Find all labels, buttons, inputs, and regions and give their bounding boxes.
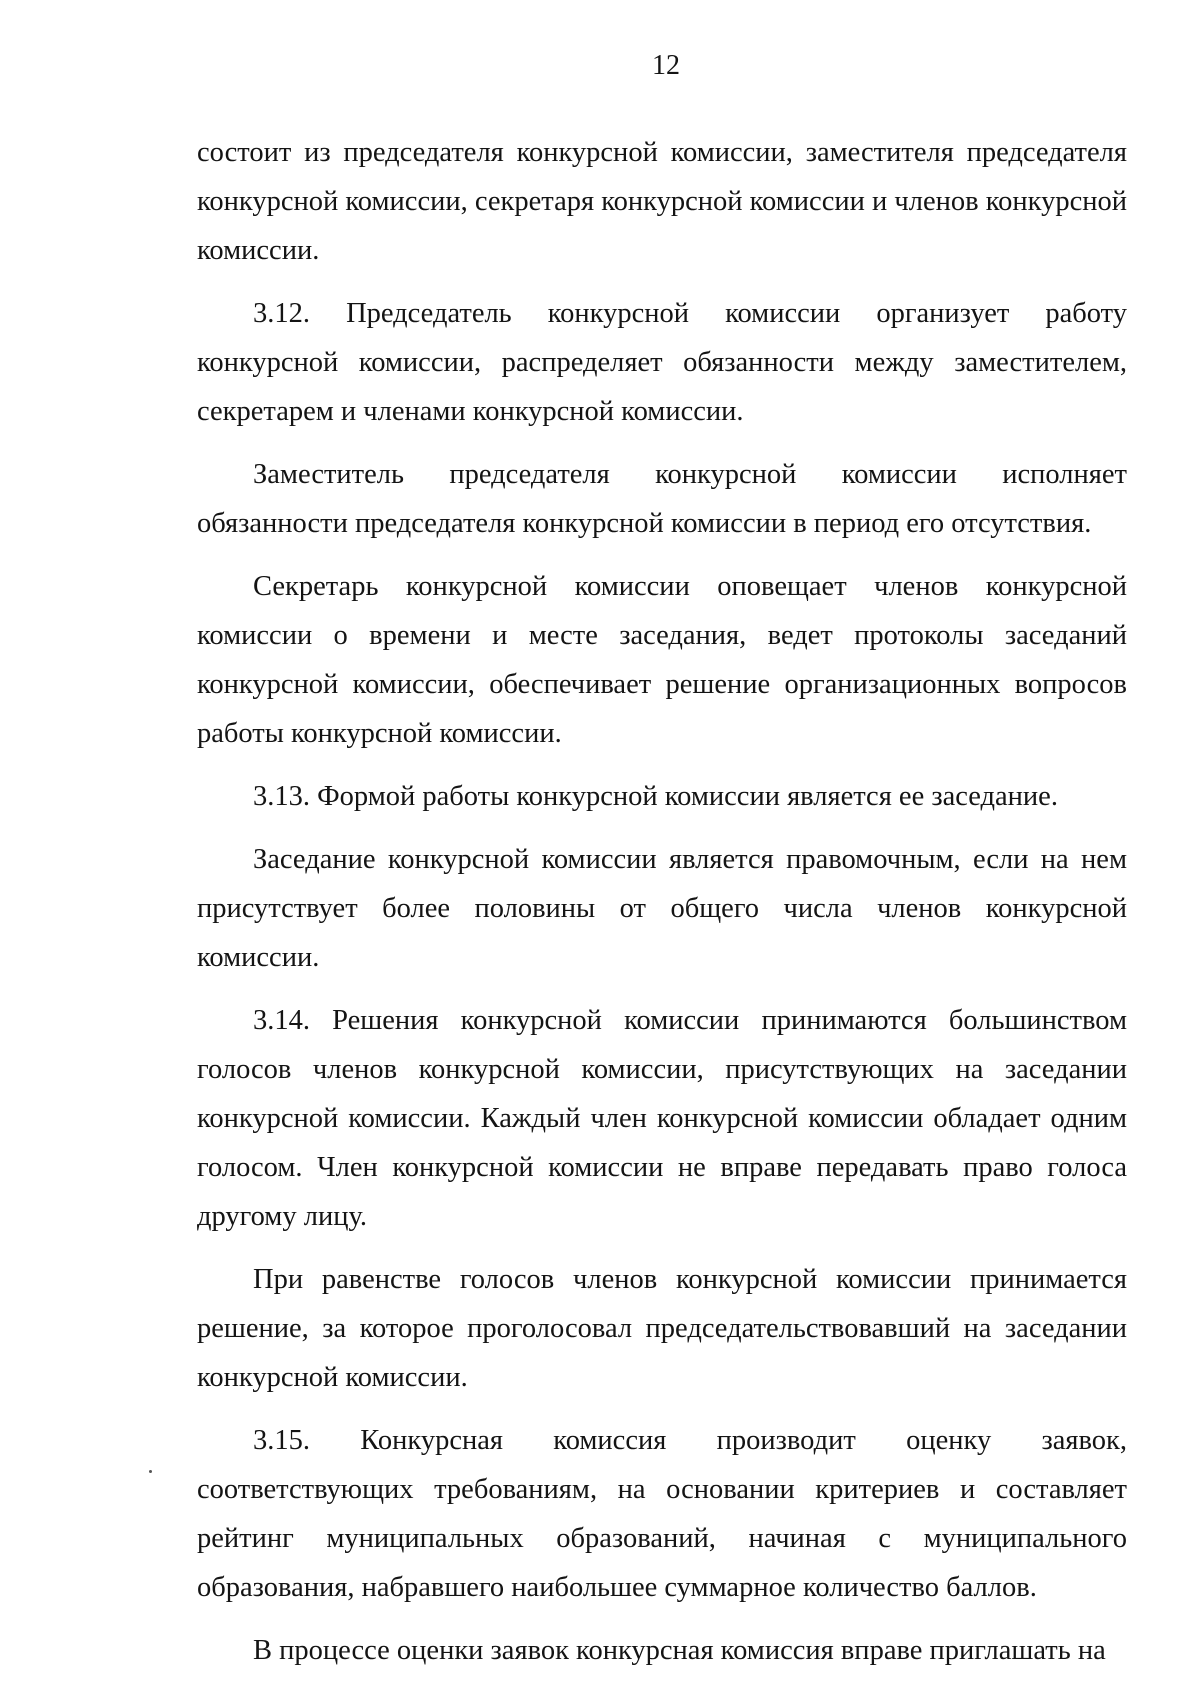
paragraph-deputy-duties: Заместитель председателя конкурсной комиссии исполняет обязанности председателя конкурсной комиссии в период его отсутствия. <box>197 459 1127 539</box>
paragraph-3-14: 3.14. Решения конкурсной комиссии принимаются большинством голосов членов конкурсной комиссии, присутствующих на заседании конкурсной комиссии. Каждый член конкурсной комиссии обладает одним голосом. Член конкурсной комиссии не вправе передавать право голоса другому лицу. <box>197 1005 1127 1232</box>
document-body <box>197 128 1127 1689</box>
page-number: 12 <box>652 50 680 81</box>
paragraph-evaluation-invitation: В процессе оценки заявок конкурсная комиссия вправе приглашать на <box>253 1635 1106 1666</box>
paragraph-tie-vote: При равенстве голосов членов конкурсной комиссии принимается решение, за которое проголосовал председательствовавший на заседании конкурсной комиссии. <box>197 1264 1127 1393</box>
paragraph-3-12: 3.12. Председатель конкурсной комиссии организует работу конкурсной комиссии, распределяет обязанности между заместителем, секретарем и членами конкурсной комиссии. <box>197 298 1127 427</box>
paragraph-secretary-duties: Секретарь конкурсной комиссии оповещает членов конкурсной комиссии о времени и месте заседания, ведет протоколы заседаний конкурсной комиссии, обеспечивает решение организационных вопросов работы конкурсной комиссии. <box>197 571 1127 749</box>
paragraph-quorum: Заседание конкурсной комиссии является правомочным, если на нем присутствует более половины от общего числа членов конкурсной комиссии. <box>197 844 1127 973</box>
paragraph-3-15: 3.15. Конкурсная комиссия производит оценку заявок, соответствующих требованиям, на основании критериев и составляет рейтинг муниципальных образований, начиная с муниципального образования, набравшего наибольшее суммарное количество баллов. <box>197 1425 1127 1603</box>
paragraph-continuation: состоит из председателя конкурсной комиссии, заместителя председателя конкурсной комиссии, секретаря конкурсной комиссии и членов конкурсной комиссии. <box>197 137 1127 266</box>
scan-speck <box>149 1470 152 1473</box>
paragraph-3-13: 3.13. Формой работы конкурсной комиссии является ее заседание. <box>253 781 1058 812</box>
